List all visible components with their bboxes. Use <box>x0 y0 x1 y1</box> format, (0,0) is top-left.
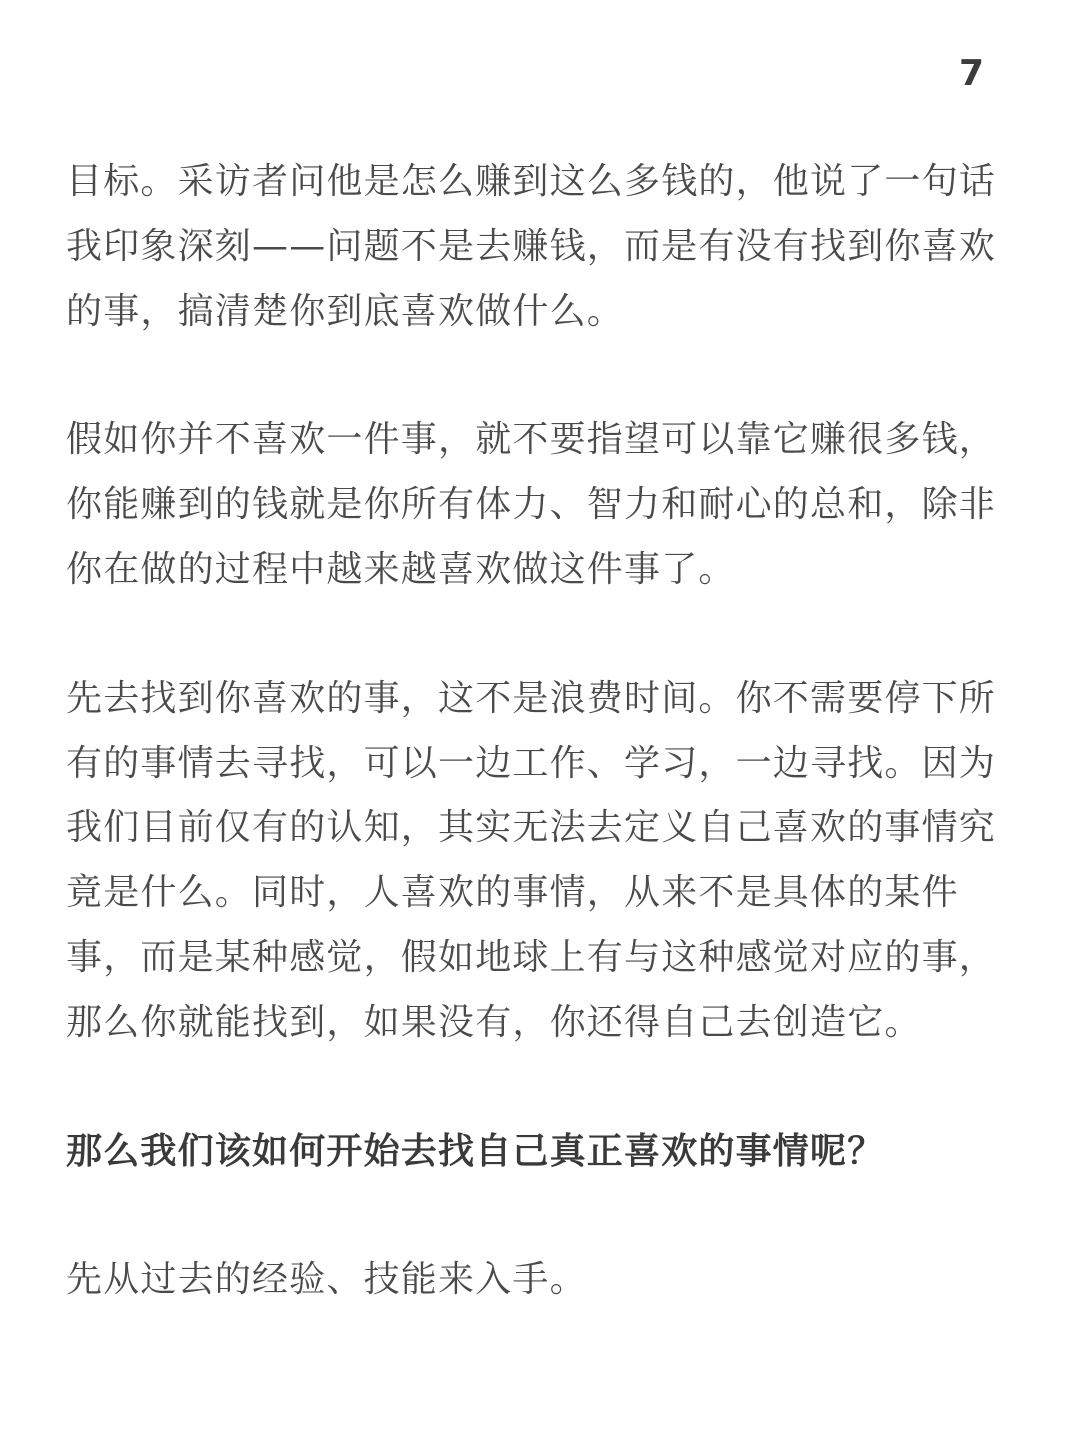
paragraph-spacer <box>66 1056 1016 1120</box>
paragraph-final <box>66 1248 1016 1313</box>
paragraph-2 <box>66 408 1016 602</box>
paragraph-3 <box>66 667 1016 1056</box>
text-line: 的事，搞清楚你到底喜欢做什么。 <box>66 290 625 332</box>
text-line: 有的事情去寻找，可以一边工作、学习，一边寻找。因为 <box>66 742 997 784</box>
text-line: 竟是什么。同时，人喜欢的事情，从来不是具体的某件 <box>66 872 959 914</box>
text-line: 那么你就能找到，如果没有，你还得自己去创造它。 <box>66 1001 922 1043</box>
paragraph-spacer <box>66 1184 1016 1248</box>
text-line: 先去找到你喜欢的事，这不是浪费时间。你不需要停下所 <box>66 677 997 719</box>
text-line: 我印象深刻——问题不是去赚钱，而是有没有找到你喜欢 <box>66 225 997 267</box>
article-body <box>66 150 1016 1313</box>
paragraph-1 <box>66 150 1016 344</box>
section-heading <box>66 1120 1016 1185</box>
text-line: 你能赚到的钱就是你所有体力、智力和耐心的总和，除非 <box>66 484 997 526</box>
text-line: 假如你并不喜欢一件事，就不要指望可以靠它赚很多钱， <box>66 419 997 461</box>
text-line: 目标。采访者问他是怎么赚到这么多钱的，他说了一句话 <box>66 161 997 202</box>
paragraph-spacer <box>66 603 1016 667</box>
text-line: 先从过去的经验、技能来入手。 <box>66 1259 587 1301</box>
text-line: 你在做的过程中越来越喜欢做这件事了。 <box>66 548 736 590</box>
page-number: 7 <box>958 53 984 94</box>
heading-text: 那么我们该如何开始去找自己真正喜欢的事情呢？ <box>66 1130 885 1172</box>
text-line: 事，而是某种感觉，假如地球上有与这种感觉对应的事， <box>66 936 997 978</box>
paragraph-spacer <box>66 344 1016 408</box>
text-line: 我们目前仅有的认知，其实无法去定义自己喜欢的事情究 <box>66 807 997 849</box>
